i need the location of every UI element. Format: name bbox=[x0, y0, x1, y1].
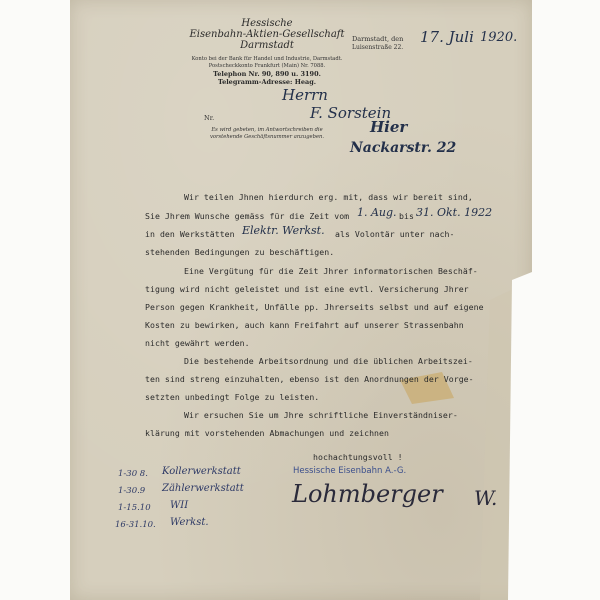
paragraph-1-line-2b: bis bbox=[399, 211, 414, 221]
note-3-period: 1-15.10 bbox=[118, 503, 151, 513]
company-line-1: Hessische bbox=[241, 18, 293, 29]
company-line-2: Eisenbahn-Aktien-Gesellschaft bbox=[189, 29, 345, 40]
paragraph-4-line-2: klärung mit vorstehenden Abmachungen und zeichnen bbox=[145, 428, 389, 438]
closing-line: hochachtungsvoll ! bbox=[313, 452, 403, 462]
addressee-salutation: Herrn bbox=[282, 86, 328, 104]
paragraph-3-line-1: Die bestehende Arbeitsordnung und die üblichen Arbeitszei- bbox=[184, 356, 473, 366]
handwritten-end-date: 31. Okt. 1922 bbox=[416, 206, 493, 219]
note-1-dept: Kollerwerkstatt bbox=[162, 466, 241, 477]
paragraph-1-line-2a: Sie Jhrem Wunsche gemäss für die Zeit vom bbox=[145, 211, 350, 221]
paragraph-3-line-3: setzten unbedingt Folge zu leisten. bbox=[145, 392, 320, 402]
company-stamp: Hessische Eisenbahn A.-G. bbox=[293, 466, 407, 476]
reference-label: Nr. bbox=[204, 114, 215, 122]
telegram-address: Telegramm-Adresse: Heag. bbox=[217, 78, 317, 86]
paragraph-1-line-3b: als Volontär unter nach- bbox=[335, 229, 455, 239]
note-1-period: 1-30 8. bbox=[118, 469, 148, 479]
note-4-dept: Werkst. bbox=[170, 517, 209, 528]
company-name bbox=[182, 18, 352, 51]
note-3-dept: WII bbox=[170, 500, 189, 511]
street-address: Luisenstraße 22. bbox=[352, 44, 404, 51]
company-line-3: Darmstadt bbox=[240, 40, 294, 51]
note-4-period: 16-31.10. bbox=[115, 520, 156, 530]
addressee-city: Hier bbox=[370, 118, 408, 136]
addressee-name: F. Sorstein bbox=[310, 104, 392, 122]
paragraph-2-line-1: Eine Vergütung für die Zeit Jhrer informatorischen Beschäf- bbox=[184, 266, 478, 276]
paragraph-3-line-2: ten sind streng einzuhalten, ebenso ist den Anordnungen der Vorge- bbox=[145, 374, 474, 384]
paragraph-2-line-3: Person gegen Krankheit, Unfälle pp. Jhrerseits selbst und auf eigene bbox=[145, 302, 484, 312]
place-date-prefix: Darmstadt, den bbox=[352, 35, 404, 43]
paragraph-2-line-2: tigung wird nicht geleistet und ist eine evtl. Versicherung Jhrer bbox=[145, 284, 469, 294]
addressee-street: Nackarstr. 22 bbox=[350, 140, 457, 156]
paragraph-2-line-5: nicht gewährt werden. bbox=[145, 338, 250, 348]
handwritten-year: 1920. bbox=[480, 30, 518, 45]
paragraph-2-line-4: Kosten zu bewirken, auch kann Freifahrt auf unserer Strassenbahn bbox=[145, 320, 464, 330]
note-2-period: 1-30.9 bbox=[118, 486, 146, 496]
letter-sheet bbox=[70, 0, 532, 600]
initials: W. bbox=[474, 486, 498, 510]
postal-account: Postscheckkonto Frankfurt (Main) Nr. 7088. bbox=[208, 63, 326, 69]
signature: Lohmberger bbox=[292, 480, 443, 508]
paragraph-1-line-3a: in den Werkstätten bbox=[145, 229, 235, 239]
handwritten-date: 17. Juli bbox=[420, 28, 474, 46]
note-2-dept: Zählerwerkstatt bbox=[162, 483, 244, 494]
paragraph-1-line-4: stehenden Bedingungen zu beschäftigen. bbox=[145, 247, 335, 257]
notice-line-2: vorstehende Geschäftsnummer anzugeben. bbox=[209, 134, 325, 140]
telephone: Telephon Nr. 90, 890 u. 3190. bbox=[213, 70, 321, 78]
notice-line-1: Es wird gebeten, im Antwortschreiben die bbox=[211, 127, 323, 133]
handwritten-start-date: 1. Aug. bbox=[357, 206, 397, 219]
paragraph-1-line-1: Wir teilen Jhnen hierdurch erg. mit, dass wir bereit sind, bbox=[184, 192, 473, 202]
handwritten-workshop: Elektr. Werkst. bbox=[242, 224, 325, 237]
paragraph-4-line-1: Wir ersuchen Sie um Jhre schriftliche Einverständniser- bbox=[184, 410, 458, 420]
account-line: Konto bei der Bank für Handel und Industrie, Darmstadt. bbox=[191, 56, 343, 62]
